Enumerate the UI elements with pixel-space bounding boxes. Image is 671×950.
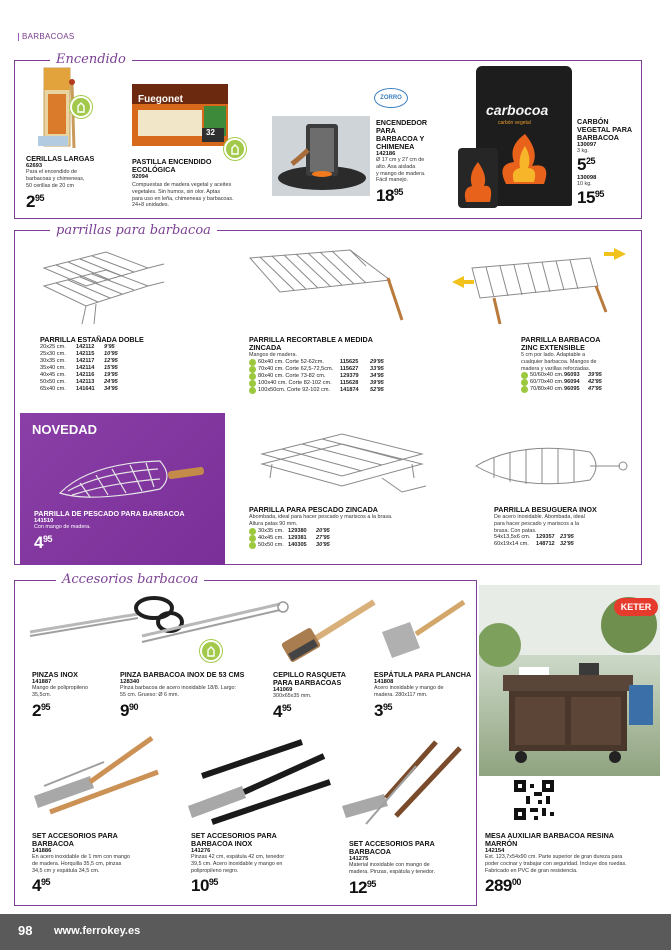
product-desc: para uso en leña, chimeneas y barbacoas. [132, 195, 234, 202]
row-price: 23'95 [560, 534, 574, 541]
row-size: 100x40 cm. Corte 82-102 cm. [258, 379, 332, 386]
product-desc: 55 cm. Grueso: Ø 6 mm. [120, 691, 180, 698]
product-price: $289^{00}$ [485, 876, 521, 896]
row-price: 19'95 [104, 372, 118, 378]
product-desc: poder cocinar y trabajar con seguridad. Incluye dos ruedas. [485, 860, 627, 867]
row-size: 30x35 cm. [40, 358, 66, 364]
price-row [40, 365, 200, 372]
product-desc: Pinzas 42 cm, espátula 42 cm, tenedor [191, 854, 285, 860]
product-name: BARBACOA [349, 847, 391, 856]
product-code: 142186 [376, 151, 396, 157]
parrilla-extensible-info [521, 336, 641, 393]
row-price: 10'95 [104, 351, 118, 357]
product-name: ESPÁTULA PARA PLANCHA [374, 670, 472, 679]
price-row [40, 372, 200, 379]
product-name: BARBACOA Y [376, 134, 425, 143]
row-code: 142117 [76, 358, 95, 364]
footer-url-link[interactable]: www.ferrokey.es [54, 925, 141, 937]
parrilla-besuguera-image [470, 436, 630, 496]
pastilla-info [132, 158, 262, 209]
green-dot-icon [249, 542, 256, 549]
page-footer [0, 914, 671, 950]
section-title-accesorios: Accesorios barbacoa [56, 572, 204, 587]
product-desc: Ext. 123,7x54x90 cm. Parte superior de gran dureza para [485, 854, 623, 860]
product-desc: cualquier barbacoa. Mangos de [521, 358, 597, 365]
hand-badge-icon [200, 640, 222, 662]
product-desc: En acero inoxidable de 1 mm con mango [32, 854, 130, 860]
row-size: 80x40 cm. Corte 73-82 cm. [258, 372, 326, 379]
price-row [249, 373, 419, 380]
section-title-parrillas: parrillas para barbacoa [50, 223, 217, 238]
row-size: 70/80x40 cm. [530, 386, 564, 393]
price-row [40, 344, 200, 351]
product-name: PARRILLA PARA PESCADO ZINCADA [249, 505, 378, 514]
set1-info [32, 832, 142, 896]
row-size: 60/70x40 cm. [530, 379, 564, 386]
encendedor-brand: ZORRO [380, 95, 402, 101]
novedad-info [34, 510, 224, 553]
product-name: CARBÓN [577, 117, 609, 126]
product-desc: Mangos de madera. [249, 352, 297, 358]
product-code: 141808 [374, 679, 394, 685]
price-table [494, 534, 634, 548]
carbon-bag-small [458, 148, 498, 208]
product-code: 128340 [120, 679, 140, 685]
pinza-inox-info [120, 671, 270, 721]
set3-info [349, 840, 459, 898]
row-code: 140305 [288, 541, 307, 548]
row-size: 60x19x14 cm. [494, 541, 529, 548]
price-row [249, 359, 419, 366]
row-code: 96094 [564, 379, 580, 386]
price-row [40, 379, 200, 386]
product-desc: Abombada, ideal para hacer pescado y mariscos a la brasa. [249, 514, 393, 520]
green-dot-icon [249, 373, 256, 380]
carbon-info [577, 118, 641, 208]
product-desc: brasa. Con patas. [494, 527, 537, 534]
product-price: $4^{95}$ [32, 876, 50, 896]
product-desc: polipropileno negro. [191, 867, 239, 874]
row-size: 50x50 cm. [258, 541, 284, 548]
row-code: 142112 [76, 344, 95, 350]
product-name: SET ACCESORIOS PARA [32, 831, 118, 840]
product-desc: barbacoas y chimeneas, [26, 175, 85, 182]
parrilla-estanada-image [36, 246, 166, 328]
product-desc: 5 cm por lado. Adaptable a [521, 352, 586, 358]
row-code: 96093 [564, 372, 580, 379]
row-code: 142115 [76, 351, 95, 357]
product-name: BARBACOA [32, 839, 74, 848]
product-price: $10^{95}$ [191, 876, 218, 896]
product-desc: 39,5 cm. Acero inoxidable y mango en [191, 860, 283, 867]
cepillo-info [273, 671, 363, 722]
product-code: 141510 [34, 518, 54, 524]
breadcrumb: BARBACOAS [18, 32, 75, 41]
product-name: PARRILLA BESUGUERA INOX [494, 505, 597, 514]
row-code: 148712 [536, 541, 555, 548]
parrilla-estanada-info [40, 336, 200, 393]
product-code: 141887 [32, 679, 52, 685]
product-desc: De acero inoxidable. Abombada, ideal [494, 514, 585, 520]
row-price: 39'95 [588, 372, 602, 379]
row-price: 52'95 [370, 386, 384, 393]
qr-code-icon[interactable] [514, 780, 554, 820]
product-name: CEPILLO RASQUETA [273, 670, 346, 679]
product-price: $18^{95}$ [376, 186, 403, 206]
product-desc: 300x65x35 mm. [273, 693, 312, 699]
price-row [521, 386, 641, 393]
row-size: 65x40 cm. [40, 386, 66, 392]
price-row [249, 387, 419, 394]
product-desc: madera. 280x117 mm. [374, 691, 428, 698]
product-code: 62693 [26, 163, 43, 169]
pastilla-brand: Fuegonet [138, 94, 183, 105]
product-code: 141275 [349, 856, 369, 862]
price-row [249, 535, 449, 542]
product-name: PARA BARBACOAS [273, 678, 342, 687]
product-code: 130098 [577, 174, 597, 181]
row-code: 129381 [288, 534, 307, 541]
product-name: ZINC EXTENSIBLE [521, 343, 585, 352]
product-desc: alto. Asa aislada [376, 163, 416, 170]
row-size: 70x40 cm. Corte 62,5-72,5cm. [258, 365, 334, 372]
row-code: 142113 [76, 379, 95, 385]
product-name: PINZA BARBACOA INOX DE 53 CMS [120, 670, 245, 679]
product-weight: 3 kg. [577, 148, 589, 154]
row-code: 115628 [340, 379, 359, 386]
product-desc: Material inoxidable con mango de [349, 862, 430, 868]
price-row [249, 380, 419, 387]
product-price: $4^{95}$ [34, 532, 52, 552]
green-dot-icon [521, 372, 528, 379]
product-name: SET ACCESORIOS PARA [191, 831, 277, 840]
product-desc: vegetales. Sin humos, sin olor. Aptas [132, 188, 221, 195]
product-desc: Acero inoxidable y mango de [374, 685, 444, 691]
row-price: 20'95 [316, 527, 330, 534]
product-price: $3^{95}$ [374, 700, 392, 720]
row-price: 30'95 [316, 541, 330, 548]
green-dot-icon [521, 386, 528, 393]
product-price: $15^{95}$ [577, 187, 604, 207]
encendedor-image [272, 116, 370, 196]
product-name: MARRÓN [485, 839, 518, 848]
product-price: $9^{90}$ [120, 700, 138, 720]
product-desc: Mango de polipropileno [32, 685, 89, 691]
product-desc: Con mango de madera. [34, 524, 91, 530]
price-row [249, 542, 449, 549]
parrilla-pescado-info [249, 506, 449, 549]
green-dot-icon [249, 380, 256, 387]
product-desc: madera. Pinzas, espátula y tenedor. [349, 868, 436, 875]
price-table [40, 344, 200, 393]
product-desc: Fabricado en PVC de gran resistencia. [485, 867, 578, 874]
row-size: 60x40 cm. Corte 52-62cm. [258, 358, 324, 365]
row-size: 20x25 cm. [40, 344, 66, 350]
set3-image [336, 736, 466, 828]
price-row [40, 358, 200, 365]
row-price: 34'95 [104, 386, 118, 392]
row-code: 142116 [76, 372, 95, 378]
product-desc: Fácil manejo. [376, 177, 409, 184]
price-row [521, 379, 641, 386]
product-price: $2^{95}$ [26, 192, 44, 212]
pinza-inox-image [140, 596, 290, 646]
novedad-tag: NOVEDAD [32, 422, 98, 437]
row-code: 129379 [340, 372, 359, 379]
product-name: ENCENDEDOR [376, 118, 428, 127]
product-desc: 35,5cm. [32, 691, 52, 698]
cerillas-info [26, 155, 116, 212]
product-price: $2^{95}$ [32, 700, 50, 720]
product-name: PINZAS INOX [32, 670, 78, 679]
product-desc: 24+8 unidades. [132, 202, 170, 209]
product-name: SET ACCESORIOS PARA [349, 839, 435, 848]
product-code: 92094 [132, 174, 149, 180]
product-name: PARRILLA ESTAÑADA DOBLE [40, 335, 144, 344]
row-price: 39'95 [370, 379, 384, 386]
price-row [494, 541, 634, 548]
price-row [40, 386, 200, 393]
row-code: 142114 [76, 365, 95, 371]
product-name: BARBACOA [577, 133, 619, 142]
price-row [40, 351, 200, 358]
product-name: PARRILLA RECORTABLE A MEDIDA [249, 335, 373, 344]
green-dot-icon [521, 379, 528, 386]
product-code: 142154 [485, 848, 505, 854]
row-price: 9'95 [104, 344, 115, 350]
green-dot-icon [249, 535, 256, 542]
product-name: PASTILLA ENCENDIDO [132, 157, 212, 166]
parrilla-pescado-image [252, 424, 432, 504]
product-desc: y mango de madera. [376, 170, 426, 177]
green-dot-icon [249, 387, 256, 394]
product-name: ECOLÓGICA [132, 165, 176, 174]
espatula-info [374, 671, 474, 721]
row-code: 115625 [340, 358, 359, 365]
product-desc: Altura patas 90 mm. [249, 520, 298, 527]
product-desc: para hacer pescado y mariscos a la [494, 520, 580, 527]
parrilla-extensible-image [450, 246, 630, 326]
encendedor-brand-logo [374, 88, 408, 108]
price-row [249, 528, 449, 535]
row-size: 50x50 cm. [40, 379, 66, 385]
parrilla-besuguera-info [494, 506, 634, 548]
row-price: 29'95 [370, 358, 384, 365]
row-size: 100x50cm. Corte 92-102 cm. [258, 386, 331, 393]
product-code: 141276 [191, 848, 211, 854]
product-name: ZINCADA [249, 343, 282, 352]
green-dot-icon [249, 528, 256, 535]
section-title-encendido: Encendido [50, 52, 132, 67]
row-code: 115627 [340, 365, 359, 372]
novedad-panel [20, 413, 225, 565]
product-price: $5^{25}$ [577, 154, 595, 174]
set1-image [30, 732, 160, 822]
row-size: 40x45 cm. [258, 534, 284, 541]
row-code: 96095 [564, 386, 580, 393]
pinzas-info [32, 671, 112, 721]
page-number: 98 [18, 923, 33, 938]
row-code: 141641 [76, 386, 95, 392]
row-price: 47'95 [588, 386, 602, 393]
product-name: PARRILLA DE PESCADO PARA BARBACOA [34, 509, 185, 518]
row-code: 141874 [340, 386, 359, 393]
product-name: BARBACOA INOX [191, 839, 253, 848]
row-size: 35x40 cm. [40, 365, 66, 371]
product-price: $12^{95}$ [349, 877, 376, 897]
product-code: 141069 [273, 687, 293, 693]
price-table [521, 372, 641, 393]
row-size: 30x35 cm. [258, 527, 284, 534]
product-price: $4^{95}$ [273, 701, 291, 721]
product-desc: 34,5 cm y espátula 34,5 cm. [32, 867, 100, 874]
product-desc: Pinza barbacoa de acero inoxidable 18/8. Largo: [120, 685, 236, 691]
row-price: 32'95 [560, 541, 574, 548]
row-price: 27'95 [316, 534, 330, 541]
product-desc: Para el encendido de [26, 169, 77, 175]
product-name: VEGETAL PARA [577, 125, 633, 134]
price-row [494, 534, 634, 541]
hand-badge-icon [224, 138, 246, 160]
row-size: 54x13,5x6 cm. [494, 534, 531, 541]
set2-info [191, 832, 311, 896]
green-dot-icon [249, 366, 256, 373]
product-desc: madera y varillas reforzadas. [521, 365, 591, 372]
row-size: 25x30 cm. [40, 351, 66, 357]
price-table [249, 359, 419, 394]
row-price: 12'95 [104, 358, 118, 364]
row-price: 34'95 [370, 372, 384, 379]
price-row [521, 372, 641, 379]
parrilla-recortable-info [249, 336, 419, 394]
carbon-bag-sub: carbón vegetal [498, 120, 531, 126]
price-table [249, 528, 449, 549]
pastilla-pack-count: 32 [206, 128, 215, 137]
row-price: 33'95 [370, 365, 384, 372]
product-weight: 10 kg. [577, 180, 592, 187]
carbon-bag-label: carbocoa [486, 102, 549, 118]
product-code: 141886 [32, 848, 52, 854]
product-desc: Ø 17 cm y 27 cm de [376, 157, 425, 163]
product-name: CHIMENEA [376, 142, 415, 151]
mesa-info [485, 832, 660, 896]
row-code: 129380 [288, 527, 307, 534]
product-desc: Compuestas de madera vegetal y aceites [132, 182, 232, 188]
keter-brand: KETER [620, 602, 652, 612]
parrilla-recortable-image [240, 240, 410, 322]
row-size: 40x45 cm. [40, 372, 66, 378]
set2-image [182, 736, 332, 826]
espatula-image [376, 596, 468, 666]
green-dot-icon [249, 359, 256, 366]
encendedor-info [376, 119, 446, 206]
product-code: 130097 [577, 142, 597, 148]
price-row [249, 366, 419, 373]
product-name: MESA AUXILIAR BARBACOA RESINA [485, 831, 614, 840]
row-size: 50/60x40 cm. [530, 372, 564, 379]
product-desc: de madera. Horquilla 35,5 cm, pinzas [32, 860, 122, 867]
row-price: 42'95 [588, 379, 602, 386]
keter-logo [614, 598, 658, 616]
cepillo-image [278, 596, 378, 666]
row-price: 15'95 [104, 365, 118, 371]
hand-badge-icon [70, 96, 92, 118]
product-name: PARRILLA BARBACOA [521, 335, 601, 344]
product-name: PARA [376, 126, 396, 135]
product-name: CERILLAS LARGAS [26, 154, 95, 163]
product-desc: 50 cerillas de 20 cm [26, 182, 74, 189]
row-price: 24'95 [104, 379, 118, 385]
row-code: 129357 [536, 534, 555, 541]
